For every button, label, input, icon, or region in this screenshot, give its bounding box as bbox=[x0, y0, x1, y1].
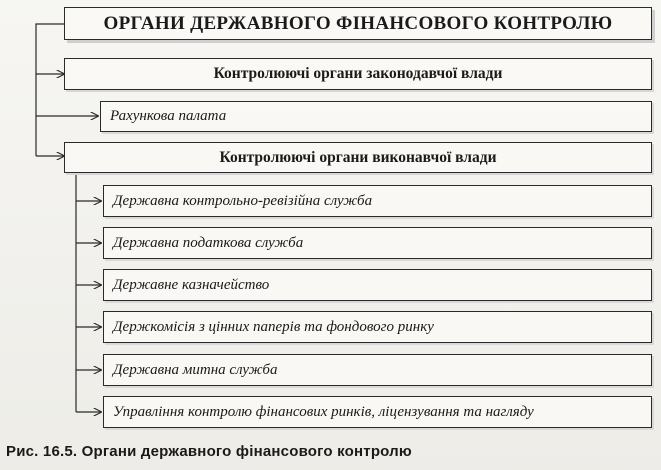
executive-item-label-4: Держкомісія з цінних паперів та фондового ринку bbox=[113, 318, 434, 335]
executive-item-label-5: Державна митна служба bbox=[113, 361, 278, 378]
legislative-section-box bbox=[64, 58, 652, 90]
executive-item-box-2 bbox=[103, 227, 652, 259]
figure-caption: Рис. 16.5. Органи державного фінансового контролю bbox=[6, 443, 412, 460]
executive-item-box-1 bbox=[103, 185, 652, 217]
diagram-title: ОРГАНИ ДЕРЖАВНОГО ФІНАНСОВОГО КОНТРОЛЮ bbox=[103, 12, 613, 34]
legislative-section-label: Контролюючі органи законодавчої влади bbox=[213, 65, 503, 82]
executive-item-label-6: Управління контролю фінансових ринків, ліцензування та нагляду bbox=[113, 403, 534, 420]
legislative-item-box bbox=[100, 101, 652, 132]
executive-section-label: Контролюючі органи виконавчої влади bbox=[219, 148, 497, 166]
legislative-item-label: Рахункова палата bbox=[110, 108, 227, 124]
executive-item-label-1: Державна контрольно-ревізійна служба bbox=[113, 192, 373, 209]
executive-item-box-3 bbox=[103, 269, 652, 301]
executive-item-box-5 bbox=[103, 354, 652, 386]
diagram-title-box bbox=[64, 7, 652, 40]
executive-item-box-4 bbox=[103, 311, 652, 343]
executive-section-box bbox=[64, 142, 652, 173]
executive-item-label-2: Державна податкова служба bbox=[113, 234, 304, 251]
executive-item-box-6 bbox=[103, 396, 652, 428]
executive-item-label-3: Державне казначейство bbox=[113, 276, 270, 293]
